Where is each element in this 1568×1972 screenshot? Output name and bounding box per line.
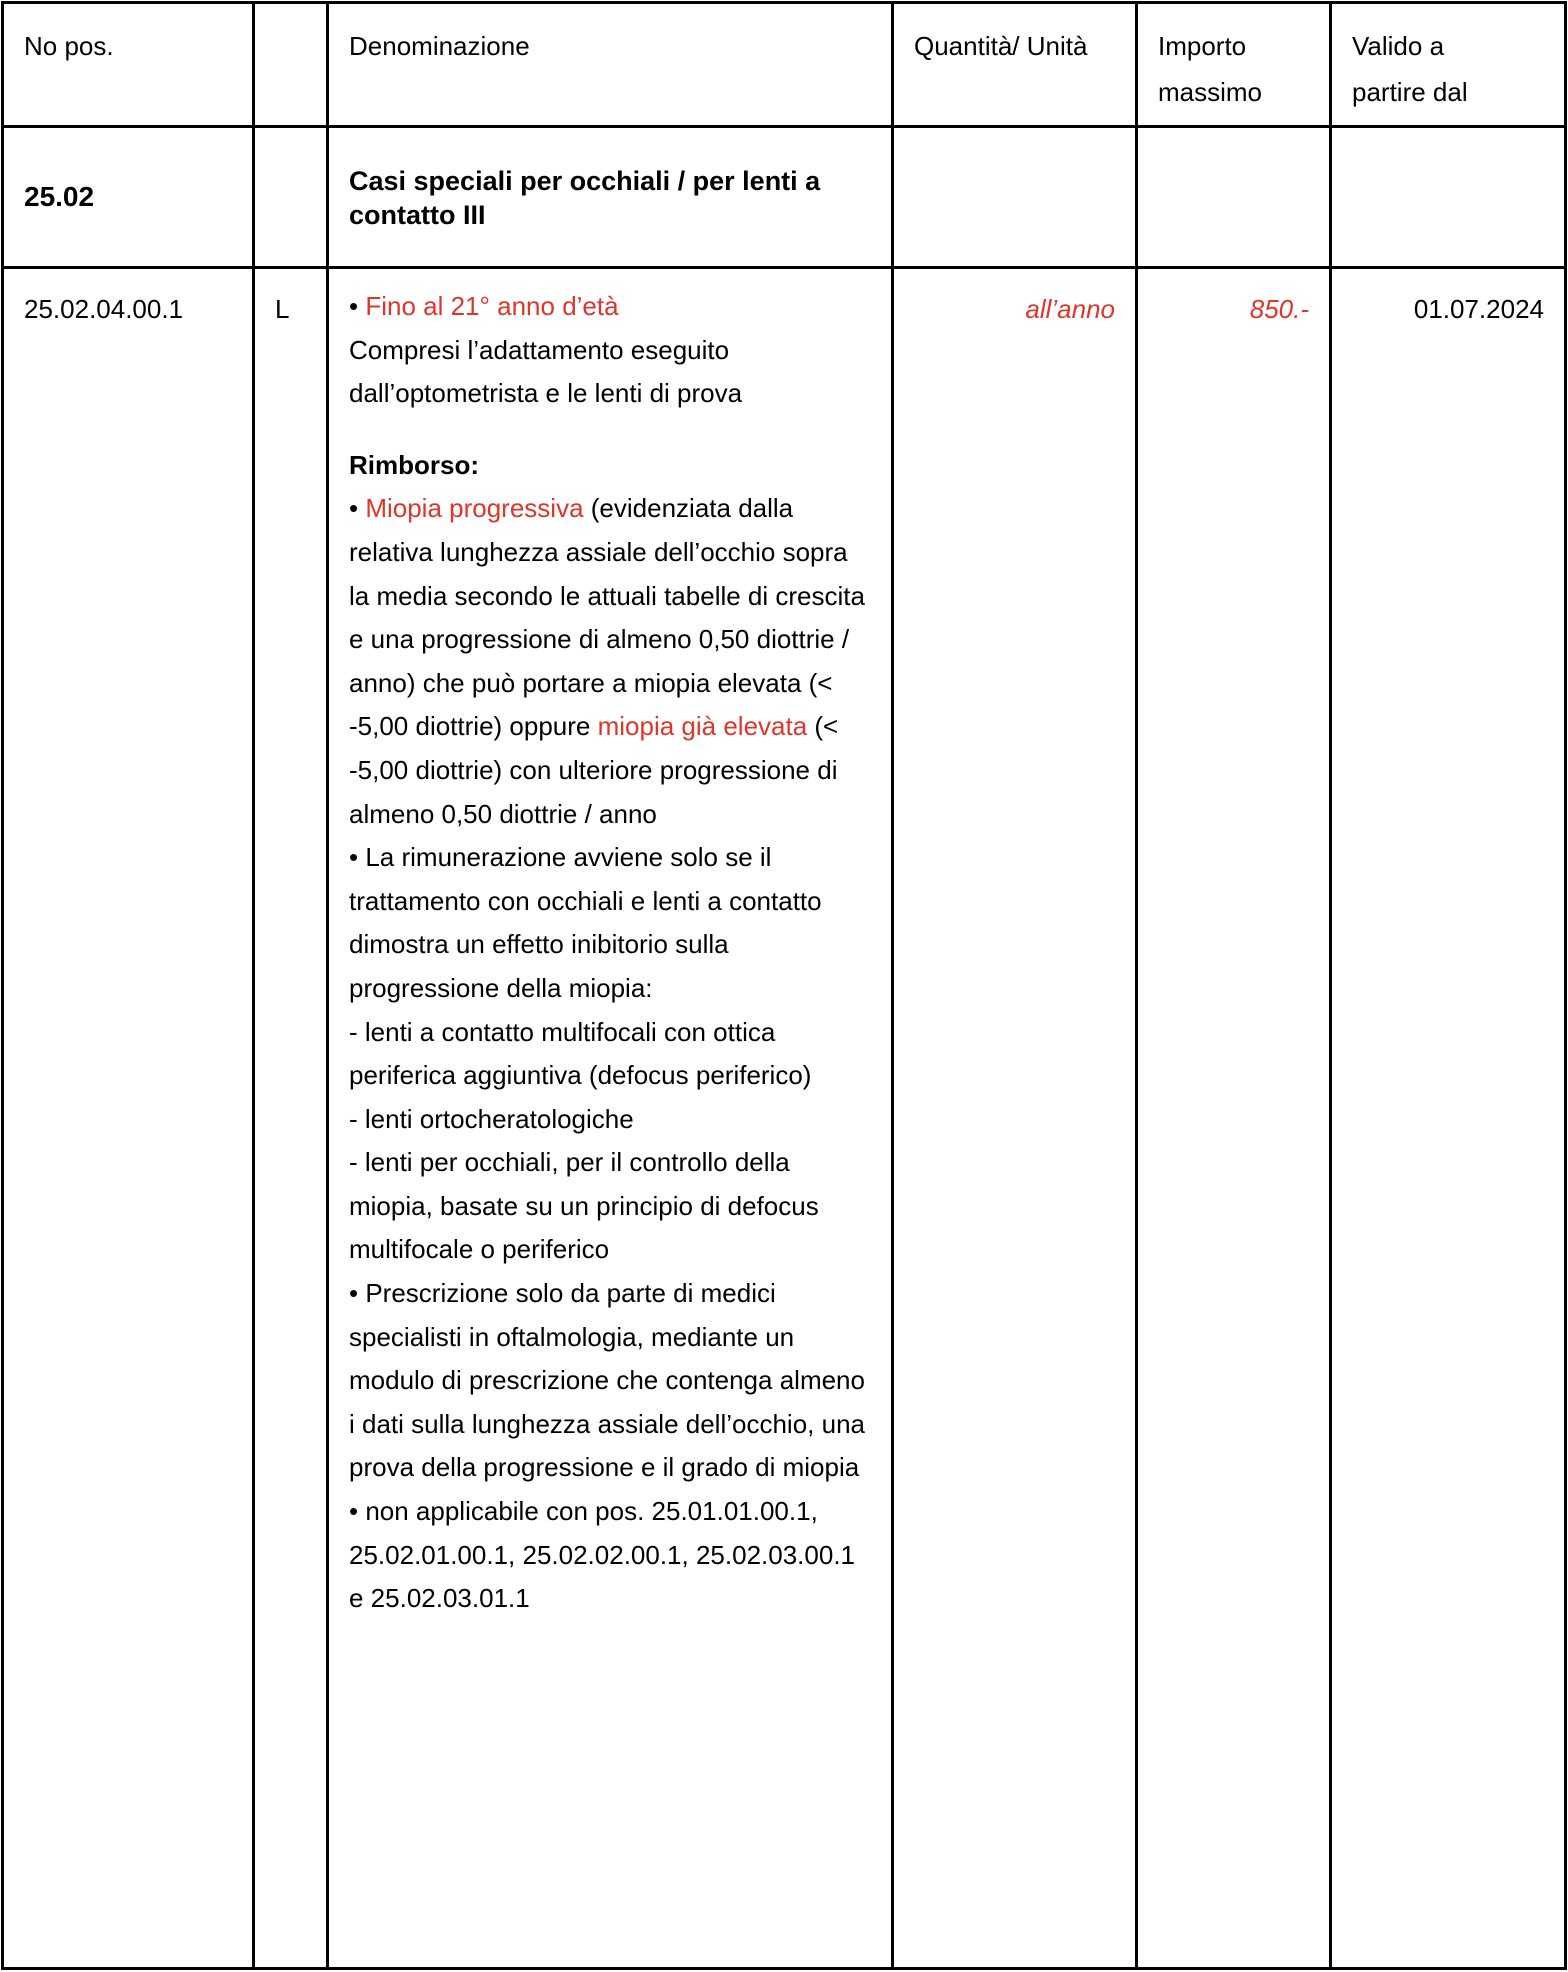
rimborso-label: Rimborso: xyxy=(349,449,479,480)
item-amount: 850.- xyxy=(1137,268,1331,1969)
item-qty: all’anno xyxy=(893,268,1137,1969)
section-pos: 25.02 xyxy=(3,127,254,268)
section-valid-from xyxy=(1331,127,1566,268)
header-valid-from: Valido a partire dal xyxy=(1331,3,1566,127)
tariff-table xyxy=(1,1,1567,1970)
header-qty: Quantità/ Unità xyxy=(893,3,1137,127)
lens-type-multifocal: - lenti a contatto multifocali con ottica periferica aggiuntiva (defocus periferico) xyxy=(349,1016,812,1091)
header-name: Denominazione xyxy=(328,3,893,127)
header-pos: No pos. xyxy=(3,3,254,127)
exclusion-condition: • non applicabile con pos. 25.01.01.00.1, 25.02.01.00.1, 25.02.02.00.1, 25.02.03.00.1 e 25.02.03.01.1 xyxy=(349,1496,855,1614)
item-type: L xyxy=(254,268,328,1969)
section-title: Casi speciali per occhiali / per lenti a contatto III xyxy=(328,127,893,268)
section-row xyxy=(3,127,1566,268)
myopia-criteria: • Miopia progressiva (evidenziata dalla relativa lunghezza assiale dell’occhio sopra la media secondo le attuali tabelle di crescita e una progressione di almeno 0,50 diottrie / anno) che può portare a miopia elevata (< -5,00 diottrie) oppure miopia già elevata (< -5,00 diottrie) con ulteriore progressione di almeno 0,50 diottrie / anno xyxy=(349,493,865,829)
header-type xyxy=(254,3,328,127)
item-valid-from: 01.07.2024 xyxy=(1331,268,1566,1969)
included-text: Compresi l’adattamento eseguito dall’optometrista e le lenti di prova xyxy=(349,334,743,409)
item-description xyxy=(328,268,893,1969)
section-qty xyxy=(893,127,1137,268)
header-amount: Importo massimo xyxy=(1137,3,1331,127)
lens-type-spectacle: - lenti per occhiali, per il controllo della miopia, basate su un principio di defocus multifocale o periferico xyxy=(349,1147,819,1265)
section-type xyxy=(254,127,328,268)
item-pos: 25.02.04.00.1 xyxy=(3,268,254,1969)
remuneration-condition: • La rimunerazione avviene solo se il trattamento con occhiali e lenti a contatto dimostra un effetto inibitorio sulla progressione della miopia: xyxy=(349,842,822,1003)
age-limit-line: • Fino al 21° anno d’età xyxy=(349,291,619,321)
lens-type-orthok: - lenti ortocheratologiche xyxy=(349,1103,634,1134)
table-header-row xyxy=(3,3,1566,127)
prescription-condition: • Prescrizione solo da parte di medici specialisti in oftalmologia, mediante un modulo di prescrizione che contenga almeno i dati sulla lunghezza assiale dell’occhio, una prova della progressione e il grado di miopia xyxy=(349,1278,865,1483)
table-row xyxy=(3,268,1566,1969)
section-amount xyxy=(1137,127,1331,268)
